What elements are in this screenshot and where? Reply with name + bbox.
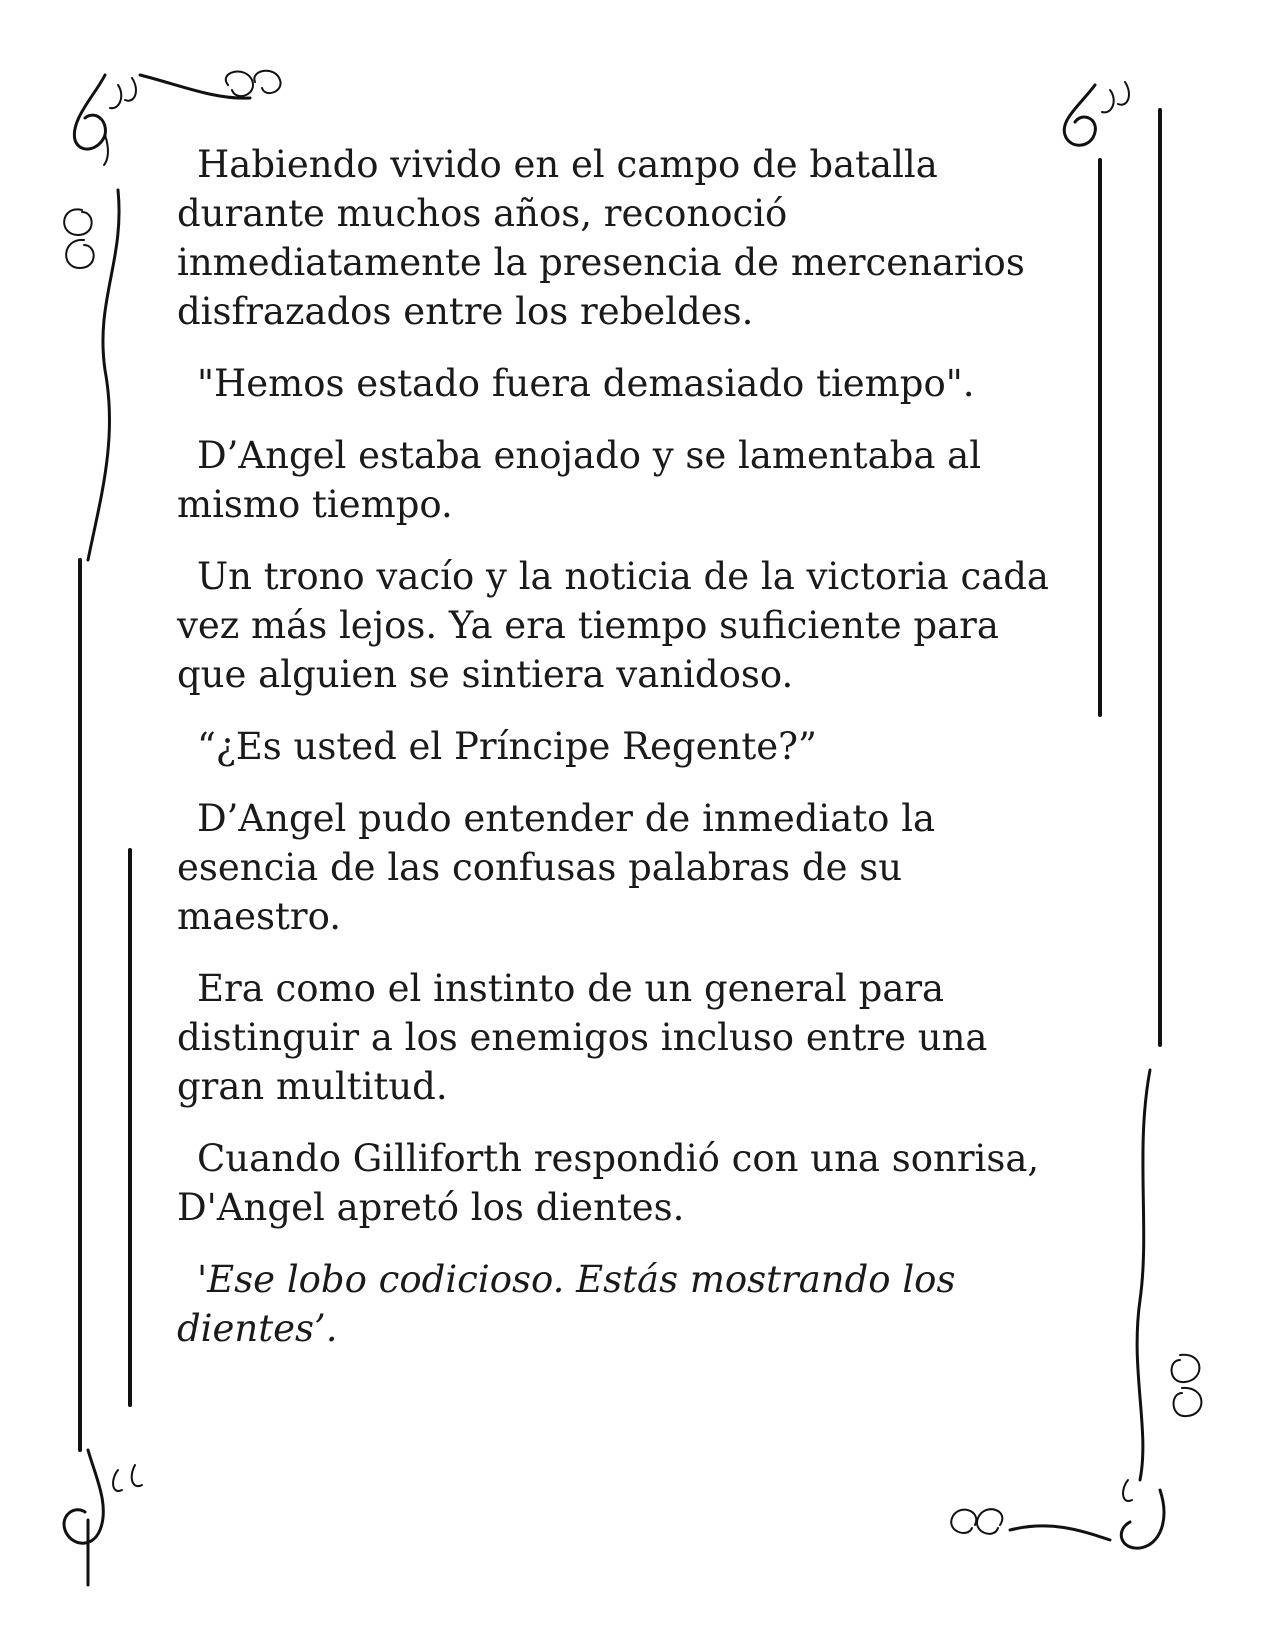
paragraph-1: Habiendo vivido en el campo de batalla durante muchos años, reconoció inmediatamente la presencia de mercenarios disfrazados entre los rebeldes.	[177, 143, 1025, 333]
paragraph-2: "Hemos estado fuera demasiado tiempo".	[197, 362, 975, 405]
paragraph-8: Cuando Gilliforth respondió con una sonrisa, D'Angel apretó los dientes.	[177, 1137, 1040, 1229]
paragraph-4: Un trono vacío y la noticia de la victoria cada vez más lejos. Ya era tiempo suficiente para que alguien se sintiera vanidoso.	[177, 555, 1049, 696]
flourish-bottom-left-icon	[64, 1450, 142, 1585]
paragraph-6: D’Angel pudo entender de inmediato la esencia de las confusas palabras de su maestro.	[177, 797, 936, 938]
chapter-text	[177, 140, 1077, 1376]
paragraph-7: Era como el instinto de un general para distinguir a los enemigos incluso entre una gran multitud.	[177, 967, 988, 1108]
paragraph-5: “¿Es usted el Príncipe Regente?”	[197, 725, 817, 768]
paragraph-3: D’Angel estaba enojado y se lamentaba al mismo tiempo.	[177, 434, 982, 526]
paragraph-9-thought: 'Ese lobo codicioso. Estás mostrando los dientes’.	[177, 1258, 956, 1350]
